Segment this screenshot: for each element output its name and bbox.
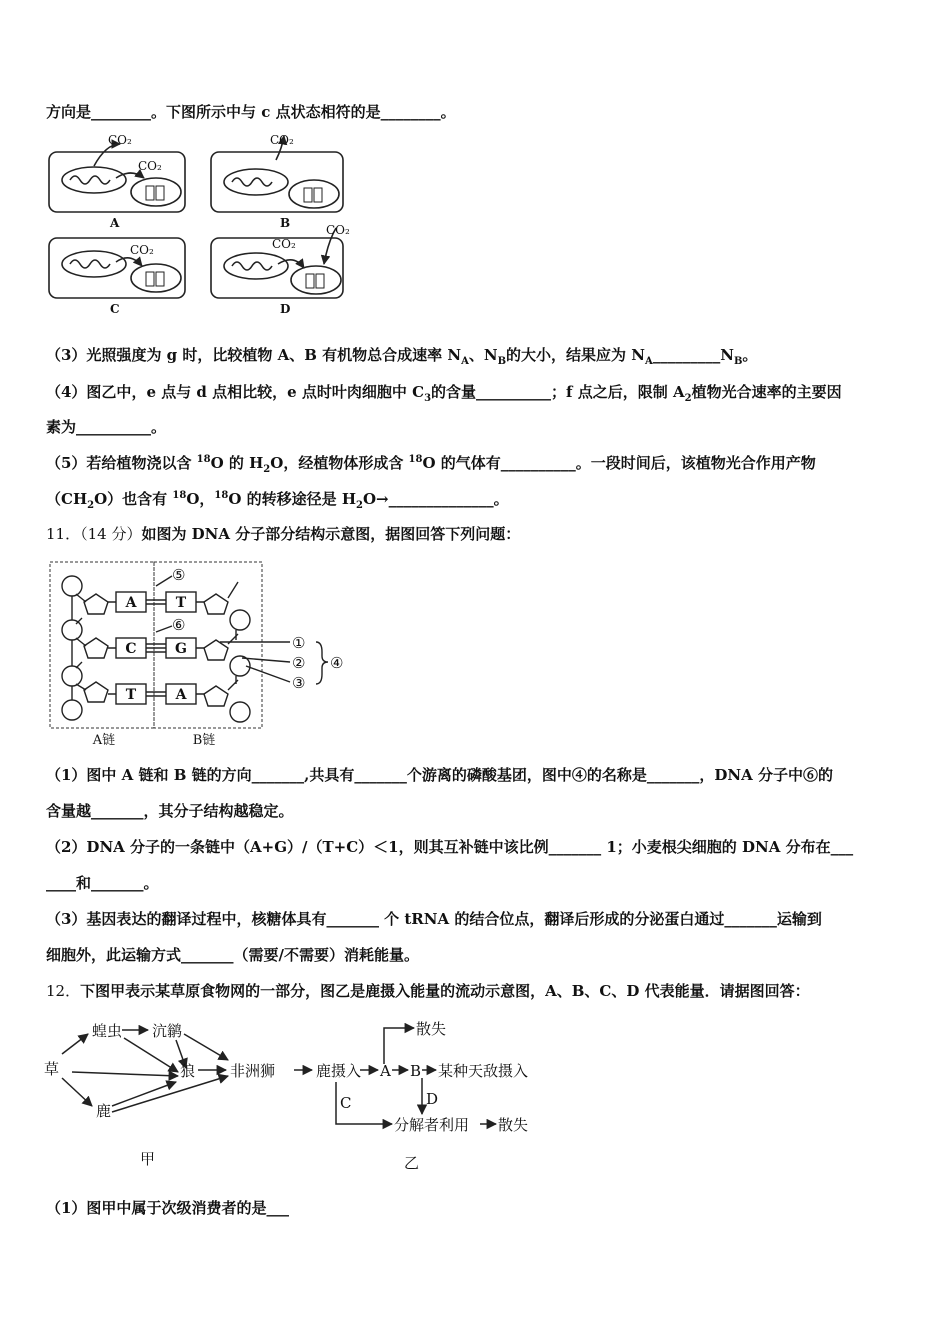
node-predator: 某种天敌摄入 xyxy=(438,1062,529,1080)
co2-label: CO₂ xyxy=(272,237,296,251)
cell-a xyxy=(49,152,185,212)
co2-label: CO₂ xyxy=(108,133,132,147)
label-c: C xyxy=(110,302,120,316)
food-web-figure xyxy=(40,1012,540,1180)
marker-4: ④ xyxy=(330,654,344,672)
node-b: B xyxy=(410,1062,422,1080)
cell-c xyxy=(49,238,185,298)
q11-part3-line2: 细胞外，此运输方式_______（需要/不需要）消耗能量。 xyxy=(46,946,419,964)
q10-part4-line2: 素为__________。 xyxy=(46,418,167,436)
marker-5: ⑤ xyxy=(172,566,186,584)
node-loss-top: 散失 xyxy=(416,1020,447,1038)
caption-jia: 甲 xyxy=(140,1150,156,1168)
marker-3: ③ xyxy=(292,674,306,692)
chain-b-label: B链 xyxy=(192,733,216,748)
base-left-1: A xyxy=(125,595,137,611)
label-a: A xyxy=(110,216,120,230)
co2-label: CO₂ xyxy=(270,133,294,147)
node-lion: 非洲狮 xyxy=(230,1062,276,1080)
base-right-2: G xyxy=(175,641,187,657)
q10-direction-line: 方向是________。下图所示中与 c 点状态相符的是________。 xyxy=(46,103,456,121)
cell-b xyxy=(211,152,343,212)
base-left-3: T xyxy=(125,687,137,703)
node-bird: 沆鹟 xyxy=(152,1022,183,1040)
co2-label: CO₂ xyxy=(138,159,162,173)
base-right-3: A xyxy=(175,687,187,703)
q11-part2-line2: ____和_______。 xyxy=(46,874,159,892)
q11-part1-line1: （1）图中 A 链和 B 链的方向_______,共具有_______个游离的磷酸基团，图中④的名称是_______，DNA 分子中⑥的 xyxy=(46,766,833,784)
q11-part3-line1: （3）基因表达的翻译过程中，核糖体具有_______ 个 tRNA 的结合位点，翻译后形成的分泌蛋白通过_______运输到 xyxy=(46,910,822,928)
co2-label: CO₂ xyxy=(326,223,350,237)
base-left-2: C xyxy=(125,641,137,657)
label-b: B xyxy=(280,216,291,230)
co2-label: CO₂ xyxy=(130,243,154,257)
node-c: C xyxy=(340,1094,352,1112)
q11-stem: 11．（14 分）如图为 DNA 分子部分结构示意图，据图回答下列问题： xyxy=(46,525,521,543)
base-right-1: T xyxy=(175,595,187,611)
chloroplast-mitochondria-figure xyxy=(46,130,366,320)
label-d: D xyxy=(280,302,291,316)
node-a: A xyxy=(380,1062,391,1080)
node-locust: 蝗虫 xyxy=(92,1022,123,1040)
marker-6: ⑥ xyxy=(172,616,186,634)
marker-2: ② xyxy=(292,654,306,672)
node-d: D xyxy=(426,1090,439,1108)
q10-part3: （3）光照强度为 g 时，比较植物 A、B 有机物总合成速率 $N_A$、$N_B$的大小，结果应为 $N_A\_\_\_\_\_\_\_\_\_N_B$。 xyxy=(46,346,758,367)
caption-yi: 乙 xyxy=(404,1154,420,1172)
q11-part1-line2: 含量越_______，其分子结构越稳定。 xyxy=(46,802,294,820)
node-grass: 草 xyxy=(44,1060,60,1078)
q11-part2-line1: （2）DNA 分子的一条链中（A+G）/（T+C）＜1，则其互补链中该比例_______ 1；小麦根尖细胞的 DNA 分布在___ xyxy=(46,838,854,856)
q12-stem: 12．下图甲表示某草原食物网的一部分，图乙是鹿摄入能量的流动示意图，A、B、C、D 代表能量．请据图回答： xyxy=(46,982,810,1000)
dna-structure-figure xyxy=(46,558,356,750)
node-deer: 鹿 xyxy=(96,1102,112,1120)
marker-1: ① xyxy=(292,634,306,652)
q10-part5-line2: $(CH_2O)$也含有 $^{18}$O，$^{18}$O 的转移途径是 $H_2O\to\_\_\_\_\_\_\_\_\_\_\_\_\_\_$。 xyxy=(46,490,509,511)
node-deer-intake: 鹿摄入 xyxy=(316,1062,362,1080)
chain-a-label: A链 xyxy=(92,733,116,748)
node-decomposer: 分解者利用 xyxy=(394,1116,470,1134)
q10-part4-line1: （4）图乙中，e 点与 d 点相比较，e 点时叶肉细胞中 $C_3$的含量__________；f 点之后，限制 $A_2$植物光合速率的主要因 xyxy=(46,383,842,404)
node-wolf: 狼 xyxy=(180,1062,196,1080)
q10-part5-line1: （5）若给植物浇以含 $^{18}$O 的 $H_2O$，经植物体形成含 $^{18}$O 的气体有__________。一段时间后，该植物光合作用产物 xyxy=(46,454,816,475)
q12-part1: （1）图甲中属于次级消费者的是___ xyxy=(46,1199,289,1217)
node-loss-bottom: 散失 xyxy=(498,1116,529,1134)
